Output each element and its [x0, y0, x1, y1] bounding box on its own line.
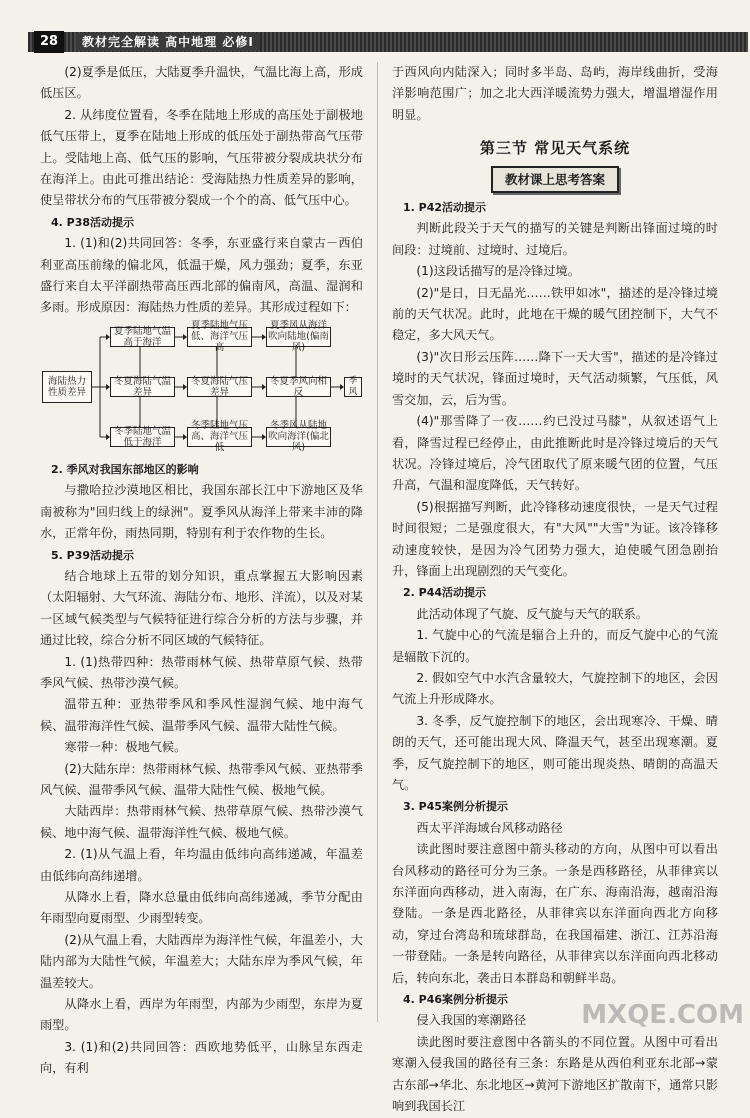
diagram-box-summer-wind: 夏季风从海洋吹向陆地(偏南风) — [266, 327, 331, 347]
watermark: MXQE.COM — [581, 1000, 744, 1030]
paragraph: (2)"是日，日无晶光……铁甲如冰"，描述的是冷锋过境前的天气状况。此时，此地在干燥的暖气团控制下，大气不稳定，多大风天气。 — [392, 285, 718, 343]
paragraph: 读此图时要注意图中各箭头的不同位置。从图中可看出寒潮入侵我国的路径有三条：东路是从西伯利亚东北部→蒙古东部→华北、东北地区→黄河下游地区扩散南下，通常只影响到我国长江 — [392, 1034, 718, 1114]
diagram-box-summer-temp: 夏季陆地气温高于海洋 — [110, 327, 175, 347]
subheading: 3. P45案例分析提示 — [403, 800, 509, 814]
paragraph: (2)大陆东岸：热带雨林气候、热带季风气候、亚热带季风气候、温带季风气候、温带大陆性气候、极地气候。 — [40, 761, 363, 797]
page-header — [0, 29, 750, 55]
paragraph: 1. (1)和(2)共同回答：冬季，东亚盛行来自蒙古－西伯利亚高压前缘的偏北风，低温干燥，风力强劲；夏季，东亚盛行来自太平洋副热带高压西北部的偏南风，高温、湿润和多雨。形成原因：海陆热力性质的差异。其形成过程如下： — [40, 236, 363, 315]
paragraph: 1. (1)热带四种：热带雨林气候、热带草原气候、热带季风气候、热带沙漠气候。 — [40, 654, 363, 690]
paragraph: 从降水上看，降水总量由低纬向高纬递减，季节分配由年雨型向夏雨型、少雨型转变。 — [40, 890, 363, 926]
diagram-box-winter-wind: 冬季风从陆地吹向海洋(偏北风) — [266, 427, 331, 447]
paragraph: (3)"次日形云压阵……降下一天大雪"，描述的是冷锋过境时的天气状况，锋面过境时，天气活动频繁，气压低，风雪交加，云，后为雪。 — [392, 349, 718, 407]
page-number: 28 — [34, 31, 64, 53]
diagram-box-winter-pressure: 冬季陆地气压高、海洋气压低 — [187, 427, 252, 447]
answers-badge: 教材课上思考答案 — [491, 166, 619, 193]
badge-wrap — [392, 166, 718, 193]
paragraph: 于西风向内陆深入；同时多半岛、岛屿，海岸线曲折，受海洋影响范围广；加之北大西洋暖流势力强大，增温增湿作用明显。 — [392, 65, 718, 122]
paragraph: 结合地球上五带的划分知识，重点掌握五大影响因素（太阳辐射、大气环流、海陆分布、地形、洋流），以及对某一区域气候类型与气候特征进行综合分析的方法与步骤，并通过比较，综合分析不同区域的气候特征。 — [40, 568, 363, 648]
paragraph: 2. 假如空气中水汽含量较大，气旋控制下的地区，会因气流上升形成降水。 — [392, 670, 718, 707]
diagram-box-pressure-diff: 冬夏海陆气压差异 — [187, 377, 252, 397]
right-column — [392, 62, 718, 1118]
paragraph: 侵入我国的寒潮路径 — [416, 1013, 527, 1028]
diagram-box-monsoon: 季风 — [344, 377, 362, 397]
subheading: 2. 季风对我国东部地区的影响 — [51, 462, 199, 476]
paragraph: 温带五种：亚热带季风和季风性湿润气候、地中海气候、温带海洋性气候、温带季风气候、温带大陆性气候。 — [40, 697, 363, 733]
diagram-box-cause: 海陆热力 性质差异 — [42, 371, 92, 403]
paragraph: 大陆西岸：热带雨林气候、热带草原气候、热带沙漠气候、地中海气候、温带海洋性气候、极地气候。 — [40, 804, 363, 840]
paragraph: 与撒哈拉沙漠地区相比，我国东部长江中下游地区及华南被称为"回归线上的绿洲"。夏季风从海洋上带来丰沛的降水，正常年份，雨热同期，特别有利于农作物的生长。 — [40, 483, 363, 541]
monsoon-flow-diagram — [40, 320, 363, 454]
column-divider — [377, 62, 378, 1022]
subheading: 4. P38活动提示 — [51, 215, 135, 229]
paragraph: 西太平洋海域台风移动路径 — [416, 820, 563, 835]
paragraph: (5)根据描写判断，此冷锋移动速度很快，一是天气过程时间很短；二是强度很大，有"大风""大雪"为证。该冷锋移动速度较快，是因为冷气团势力强大，迫使暖气团急剧抬升，锋面上出现剧烈的天气变化。 — [392, 499, 718, 578]
paragraph: (4)"那雪降了一夜……约已没过马膝"，从叙述语气上看，降雪过程已经停止，由此推断此时是冷锋过境后的天气状况。冷锋过境后，冷气团取代了原来暖气团的位置，气压升高，气温和湿度降低，天气转好。 — [392, 414, 718, 493]
left-column — [40, 62, 363, 1080]
paragraph: 2. (1)从气温上看，年均温由低纬向高纬递减，年温差由低纬向高纬递增。 — [40, 847, 363, 883]
subheading: 4. P46案例分析提示 — [403, 993, 509, 1007]
diagram-box-winter-temp: 冬季陆地气温低于海洋 — [110, 427, 175, 447]
diagram-box-temp-diff: 冬夏海陆气温差异 — [110, 377, 175, 397]
paragraph: 寒带一种：极地气候。 — [64, 740, 187, 755]
paragraph: 读此图时要注意图中箭头移动的方向，从图中可以看出台风移动的路径可分为三条。一条是西移路径，从菲律宾以东洋面向西移动，进入南海，在广东、海南沿海，越南沿海登陆。一条是西北路径，从菲律宾以东洋面向西北方向移动，穿过台湾岛和琉球群岛，在我国福建、浙江、江苏沿海一带登陆。一条是转向路径，从菲律宾以东洋面向西北移动后，转向东北，袭击日本群岛和朝鲜半岛。 — [392, 842, 718, 985]
subheading: 5. P39活动提示 — [51, 548, 135, 562]
paragraph: 判断此段关于天气的描写的关键是判断出锋面过境的时间段：过境前、过境时、过境后。 — [392, 221, 718, 257]
subheading: 1. P42活动提示 — [403, 201, 487, 215]
paragraph: 2. 从纬度位置看，冬季在陆地上形成的高压处于副极地低气压带上，夏季在陆地上形成的低压处于副热带高气压带上。受陆地上高、低气压的影响，气压带被分裂成块状分布在海洋上。由此可推出结论：受海陆热力性质差异的影响，使呈带状分布的气压带被分裂成一个个的高、低气压中心。 — [40, 107, 363, 208]
paragraph: 从降水上看，西岸为年雨型，内部为少雨型，东岸为夏雨型。 — [40, 997, 363, 1033]
subheading: 2. P44活动提示 — [403, 586, 487, 600]
paragraph: (2)夏季是低压，大陆夏季升温快，气温比海上高，形成低压区。 — [40, 65, 363, 101]
book-title: 教材完全解读 高中地理 必修Ⅰ — [76, 33, 260, 51]
paragraph: 3. (1)和(2)共同回答：西欧地势低平，山脉呈东西走向，有利 — [40, 1039, 363, 1076]
diagram-box-wind-diff: 冬夏季风向相反 — [266, 377, 331, 397]
section-title: 第三节 常见天气系统 — [479, 139, 631, 158]
paragraph: 3. 冬季，反气旋控制下的地区，会出现寒冷、干燥、晴朗的天气，还可能出现大风、降温天气，甚至出现寒潮。夏季，反气旋控制下的地区，则可能出现炎热、晴朗的高温天气。 — [392, 713, 718, 792]
diagram-box-summer-pressure: 夏季陆地气压低、海洋气压高 — [187, 327, 252, 347]
paragraph: 1. 气旋中心的气流是辐合上升的，而反气旋中心的气流是辐散下沉的。 — [392, 628, 718, 664]
paragraph: 此活动体现了气旋、反气旋与天气的联系。 — [416, 606, 648, 621]
paragraph: (1)这段话描写的是冷锋过境。 — [416, 264, 580, 279]
paragraph: (2)从气温上看，大陆西岸为海洋性气候，年温差小，大陆内部为大陆性气候，年温差大；大陆东岸为季风气候，年温差较大。 — [40, 932, 363, 990]
